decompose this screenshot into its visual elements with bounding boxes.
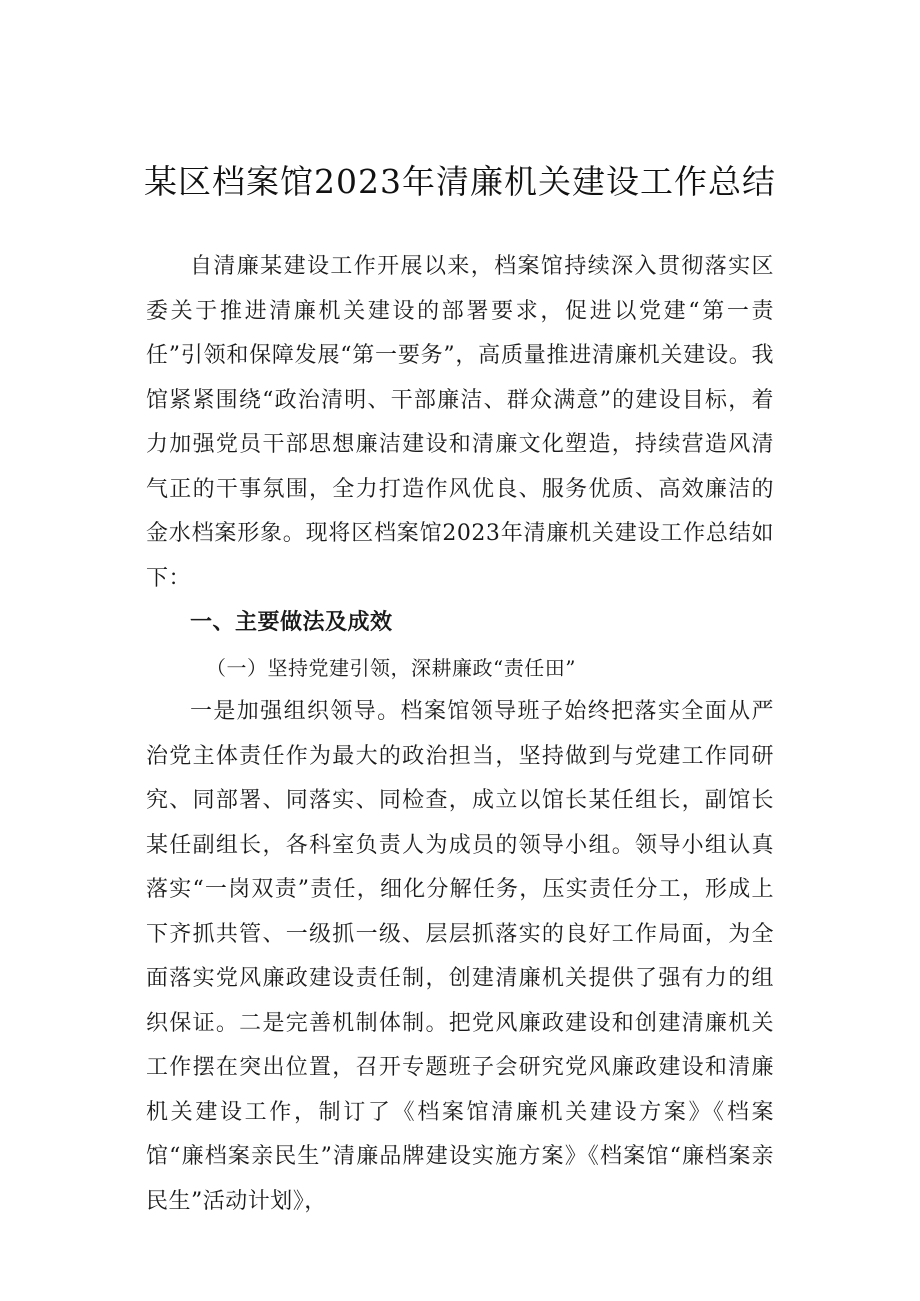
document-title: 某区档案馆2023年清廉机关建设工作总结 <box>144 162 776 201</box>
section-heading: 一、主要做法及成效 <box>190 610 393 635</box>
document-body <box>146 245 774 1224</box>
intro-paragraph: 自清廉某建设工作开展以来，档案馆持续深入贯彻落实区委关于推进清廉机关建设的部署要求，促进以党建“第一责任”引领和保障发展“第一要务”，高质量推进清廉机关建设。我馆紧紧围绕“政治清明、干部廉洁、群众满意”的建设目标，着力加强党员干部思想廉洁建设和清廉文化塑造，持续营造风清气正的干事氛围，全力打造作风优良、服务优质、高效廉洁的金水档案形象。现将区档案馆2023年清廉机关建设工作总结如下： <box>146 254 774 591</box>
subsection-heading: （一）坚持党建引领，深耕廉政“责任田” <box>206 655 576 680</box>
body-paragraph: 一是加强组织领导。档案馆领导班子始终把落实全面从严治党主体责任作为最大的政治担当，坚持做到与党建工作同研究、同部署、同落实、同检查，成立以馆长某任组长，副馆长某任副组长，各科室负责人为成员的领导小组。领导小组认真落实“一岗双责”责任，细化分解任务，压实责任分工，形成上下齐抓共管、一级抓一级、层层抓落实的良好工作局面，为全面落实党风廉政建设责任制，创建清廉机关提供了强有力的组织保证。二是完善机制体制。把党风廉政建设和创建清廉机关工作摆在突出位置，召开专题班子会研究党风廉政建设和清廉机关建设工作，制订了《档案馆清廉机关建设方案》《档案馆“廉档案亲民生”清廉品牌建设实施方案》《档案馆“廉档案亲民生”活动计划》， <box>146 699 774 1214</box>
